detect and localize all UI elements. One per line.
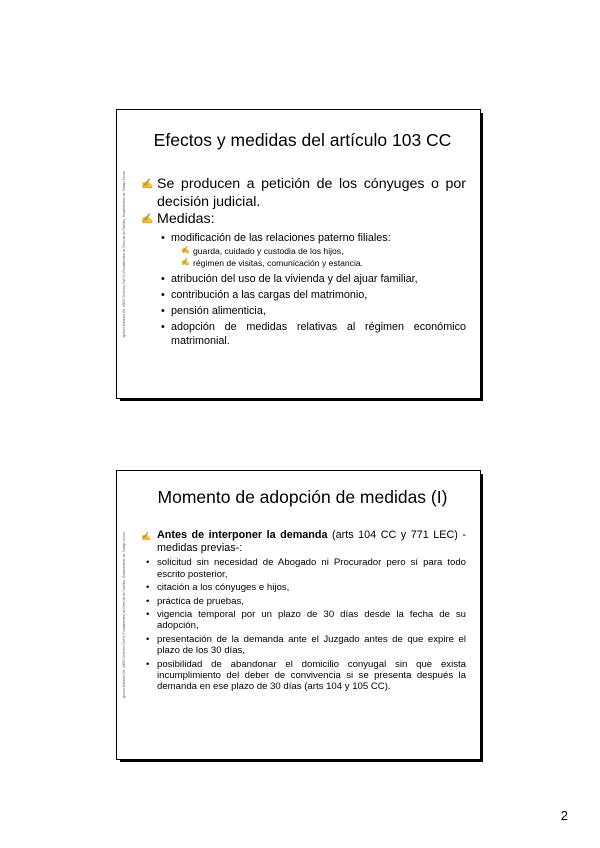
slide-2 [117, 471, 480, 759]
bullet-dot-icon: • [161, 272, 165, 285]
sub-list-item: • posibilidad de abandonar el domicilio conyugal sin que exista incumplimiento del deber de convivencia si se presenta después la demanda en ese plazo de 30 días (arts 104 y 105 CC). [146, 658, 466, 693]
slide-title: Momento de adopción de medidas (I) [157, 487, 448, 507]
page-number: 2 [560, 808, 568, 823]
bullet-dot-icon: • [161, 305, 165, 318]
bullet-dot-icon: • [146, 582, 150, 594]
writing-hand-icon: ✍ [141, 532, 151, 541]
bullet-dot-icon: • [146, 595, 150, 607]
slide-1 [117, 110, 480, 398]
slide-title: Efectos y medidas del artículo 103 CC [153, 130, 452, 150]
bullet-dot-icon: • [146, 609, 150, 621]
writing-hand-icon: ✍ [181, 259, 190, 267]
writing-hand-icon: ✍ [181, 246, 190, 254]
sub-list-item: • pensión alimenticia, [161, 305, 266, 318]
sub-list-item: • contribución a las cargas del matrimonio, [161, 288, 368, 301]
slide-content [141, 529, 466, 693]
side-note: Ignacio Martínez Gil. UNED Derecho Civil IV (Fundamentos de Derecho de Familia). Departamento de Trabajo Social. [122, 170, 126, 338]
list-item: ✍ Antes de interponer la demanda (arts 104 CC y 771 LEC) -medidas previas-: [141, 529, 466, 555]
list-item: ✍ Medidas: [141, 211, 215, 227]
bullet-dot-icon: • [146, 557, 150, 569]
sub-list-item: • atribución del uso de la vivienda y del ajuar familiar, [161, 272, 418, 285]
bullet-dot-icon: • [146, 633, 150, 645]
sub-list-item: • presentación de la demanda ante el Juzgado antes de que expire el plazo de los 30 días, [146, 633, 466, 657]
bullet-dot-icon: • [161, 288, 165, 301]
list-item: ✍ Se producen a petición de los cónyuges o por decisión judicial. [141, 176, 466, 210]
writing-hand-icon: ✍ [141, 179, 154, 190]
sub-list-item: • solicitud sin necesidad de Abogado ni Procurador pero sí para todo escrito posterior, [146, 557, 466, 580]
sub-list-item: • vigencia temporal por un plazo de 30 días desde la fecha de su adopción, [146, 609, 466, 632]
bullet-dot-icon: • [161, 231, 165, 244]
side-note: Ignacio Martínez Gil. UNED Derecho Civil IV (Fundamentos de Derecho de Familia). Departamento de Trabajo Social. [122, 531, 126, 699]
sub-list-item: • práctica de pruebas, [146, 595, 244, 607]
sub-list-item: • adopción de medidas relativas al régimen económico matrimonial. [161, 321, 466, 347]
sub-sub-list-item: ✍ régimen de visitas, comunicación y estancia. [181, 258, 364, 269]
writing-hand-icon: ✍ [141, 214, 154, 225]
sub-sub-list-item: ✍ guarda, cuidado y custodia de los hijos, [181, 245, 344, 256]
sub-list-item: • modificación de las relaciones paterno filiales: [161, 231, 391, 244]
bullet-dot-icon: • [161, 321, 165, 334]
slide-content [141, 176, 466, 348]
bullet-dot-icon: • [146, 658, 150, 670]
sub-list-item: • citación a los cónyuges e hijos, [146, 582, 290, 594]
